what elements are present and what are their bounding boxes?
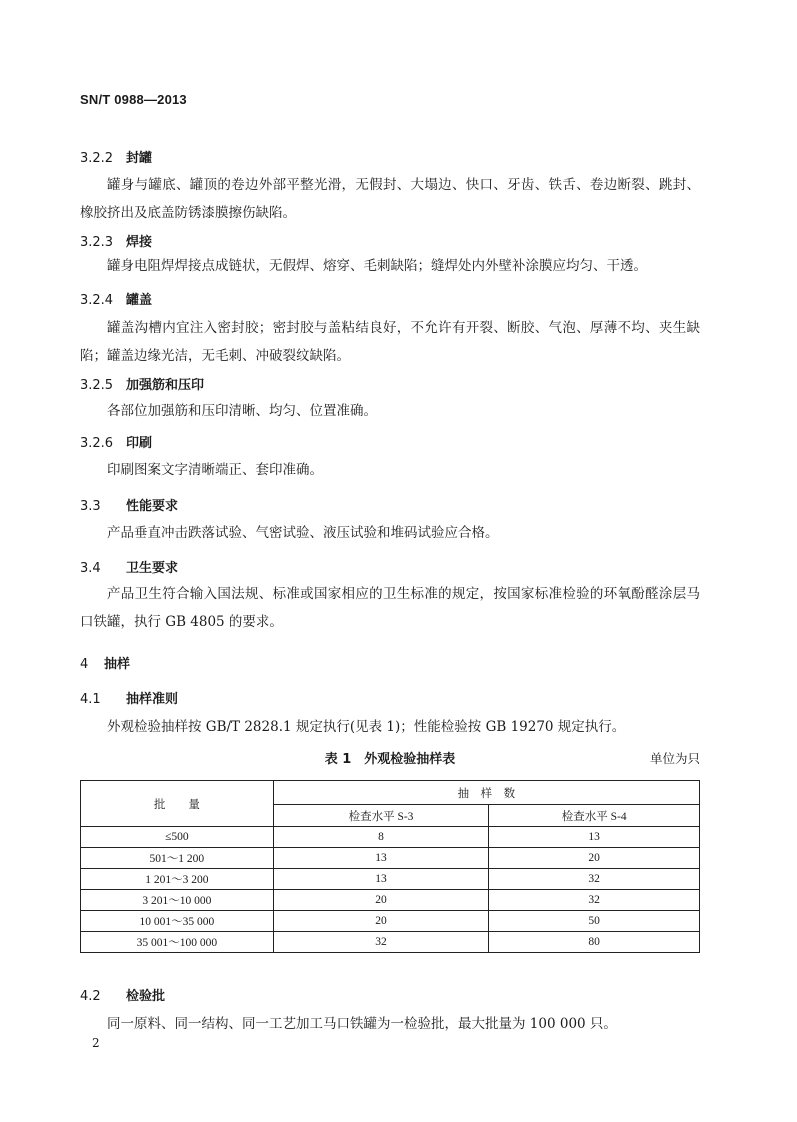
cell-s3: 20 — [273, 911, 489, 932]
heading-title: 性能要求 — [126, 499, 179, 514]
cell-s4: 50 — [489, 911, 700, 932]
cell-batch: 3 201～10 000 — [81, 890, 274, 911]
paragraph-3-2-2: 罐身与罐底、罐顶的卷边外部平整光滑，无假封、大塌边、快口、牙齿、铁舌、卷边断裂、跳封、橡胶挤出及底盖防锈漆膜擦伤缺陷。 — [80, 177, 700, 221]
heading-number: 3.2.6 — [80, 436, 114, 451]
heading-number: 4.1 — [80, 692, 101, 707]
heading-title: 检验批 — [126, 989, 166, 1004]
heading-number: 3.3 — [80, 499, 101, 514]
cell-s3: 8 — [273, 827, 489, 848]
table-row — [81, 932, 700, 953]
cell-batch: 501～1 200 — [81, 848, 274, 869]
heading-3-2-4 — [80, 289, 152, 308]
paragraph-3-3: 产品垂直冲击跌落试验、气密试验、液压试验和堆码试验应合格。 — [107, 525, 499, 541]
heading-number: 3.2.5 — [80, 378, 114, 393]
paragraph-4-1: 外观检验抽样按 GB/T 2828.1 规定执行(见表 1)；性能检验按 GB 19270 规定执行。 — [107, 719, 626, 735]
heading-title: 封罐 — [126, 151, 153, 166]
heading-number: 4 — [80, 657, 89, 672]
header-level-s4: 检查水平 S-4 — [489, 805, 700, 827]
table-caption: 表 1 外观检验抽样表 — [324, 752, 456, 767]
cell-s4: 32 — [489, 890, 700, 911]
table-row — [81, 848, 700, 869]
table-row — [81, 827, 700, 848]
heading-title: 抽样 — [104, 657, 131, 672]
heading-number: 4.2 — [80, 989, 101, 1004]
table-row — [81, 890, 700, 911]
cell-s4: 80 — [489, 932, 700, 953]
cell-s3: 32 — [273, 932, 489, 953]
heading-number: 3.2.3 — [80, 235, 114, 250]
heading-title: 罐盖 — [126, 293, 153, 308]
standard-code: SN/T 0988—2013 — [80, 92, 187, 107]
sampling-table — [80, 780, 700, 953]
table-unit: 单位为只 — [649, 751, 700, 766]
page-number: 2 — [92, 1036, 100, 1050]
heading-3-2-6 — [80, 432, 152, 451]
cell-s4: 20 — [489, 848, 700, 869]
heading-4 — [80, 653, 130, 672]
paragraph-3-2-4: 罐盖沟槽内宜注入密封胶；密封胶与盖粘结良好，不允许有开裂、断胶、气泡、厚薄不均、夹生缺陷；罐盖边缘光洁，无毛刺、冲破裂纹缺陷。 — [80, 320, 700, 364]
cell-s3: 13 — [273, 848, 489, 869]
heading-3-2-3 — [80, 231, 152, 250]
paragraph-4-2: 同一原料、同一结构、同一工艺加工马口铁罐为一检验批，最大批量为 100 000 只。 — [107, 1016, 617, 1032]
heading-number: 3.2.4 — [80, 293, 114, 308]
cell-batch: 1 201～3 200 — [81, 869, 274, 890]
heading-title: 卫生要求 — [126, 561, 179, 576]
heading-title: 加强筋和压印 — [126, 378, 205, 393]
heading-4-2 — [80, 985, 165, 1004]
heading-3-2-2 — [80, 147, 152, 166]
cell-batch: 35 001～100 000 — [81, 932, 274, 953]
table-row — [81, 869, 700, 890]
heading-3-3 — [80, 495, 178, 514]
heading-number: 3.4 — [80, 561, 101, 576]
heading-4-1 — [80, 688, 178, 707]
heading-title: 印刷 — [126, 436, 153, 451]
cell-s3: 20 — [273, 890, 489, 911]
header-sample-count: 抽 样 数 — [273, 781, 699, 805]
table-row — [81, 911, 700, 932]
cell-s4: 13 — [489, 827, 700, 848]
header-level-s3: 检查水平 S-3 — [273, 805, 489, 827]
header-batch: 批 量 — [81, 781, 274, 827]
paragraph-3-2-6: 印刷图案文字清晰端正、套印准确。 — [107, 462, 323, 478]
cell-s3: 13 — [273, 869, 489, 890]
cell-batch: 10 001～35 000 — [81, 911, 274, 932]
paragraph-3-2-5: 各部位加强筋和压印清晰、均匀、位置准确。 — [107, 403, 377, 419]
heading-title: 焊接 — [126, 235, 153, 250]
heading-3-2-5 — [80, 374, 204, 393]
heading-number: 3.2.2 — [80, 151, 114, 166]
heading-3-4 — [80, 557, 178, 576]
paragraph-3-4: 产品卫生符合输入国法规、标准或国家相应的卫生标准的规定，按国家标准检验的环氧酚醛涂层马口铁罐，执行 GB 4805 的要求。 — [80, 586, 700, 630]
paragraph-3-2-3: 罐身电阻焊焊接点成链状，无假焊、熔穿、毛刺缺陷；缝焊处内外壁补涂膜应均匀、干透。 — [107, 258, 647, 274]
cell-batch: ≤500 — [81, 827, 274, 848]
heading-title: 抽样准则 — [126, 692, 179, 707]
cell-s4: 32 — [489, 869, 700, 890]
